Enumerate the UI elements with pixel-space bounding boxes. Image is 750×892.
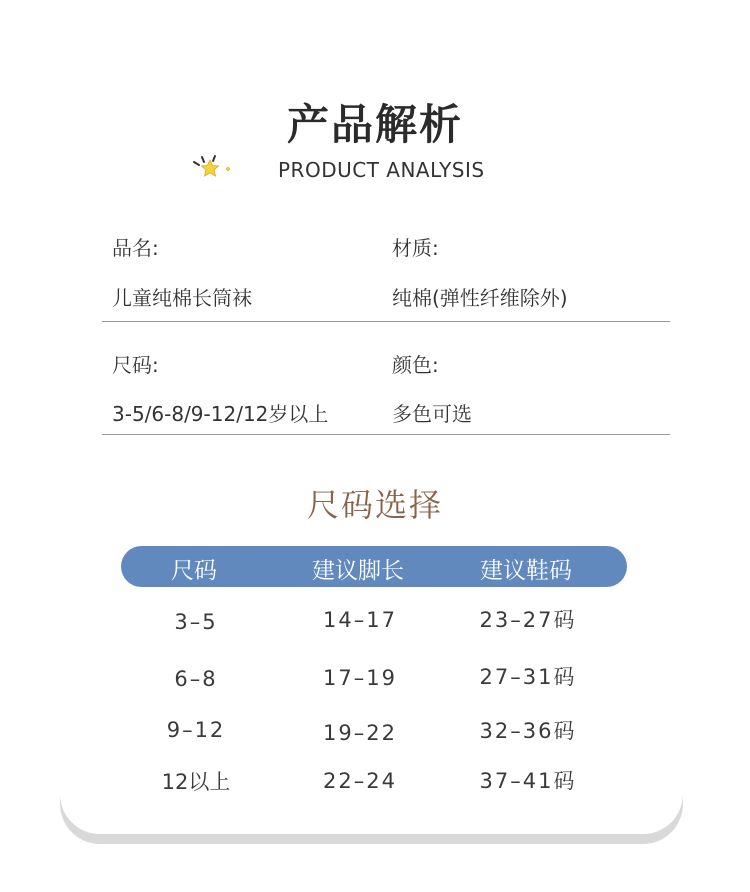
sparkle-star-icon xyxy=(190,154,236,180)
header-size: 尺码 xyxy=(171,558,217,584)
cell-size: 12以上 xyxy=(161,770,231,794)
cell-shoe-size: 37–41码 xyxy=(479,769,577,793)
cell-size: 6–8 xyxy=(174,667,218,691)
cell-shoe-size: 27–31码 xyxy=(479,665,577,689)
name-value: 儿童纯棉长筒袜 xyxy=(112,286,252,310)
size-value: 3-5/6-8/9-12/12岁以上 xyxy=(112,402,329,426)
cell-shoe-size: 23–27码 xyxy=(479,608,577,632)
size-chart-title: 尺码选择 xyxy=(306,486,443,524)
cell-size: 9–12 xyxy=(166,718,226,742)
cell-foot-length: 19–22 xyxy=(323,721,397,745)
cell-foot-length: 22–24 xyxy=(323,769,397,793)
cell-shoe-size: 32–36码 xyxy=(479,719,577,743)
size-table-header xyxy=(121,546,627,587)
cell-foot-length: 17–19 xyxy=(323,666,397,690)
divider xyxy=(102,434,670,435)
material-value: 纯棉(弹性纤维除外) xyxy=(392,286,568,310)
cell-size: 3–5 xyxy=(174,610,218,634)
color-label: 颜色: xyxy=(392,353,439,377)
color-value: 多色可选 xyxy=(392,402,472,426)
material-label: 材质: xyxy=(392,236,439,260)
page-title: 产品解析 xyxy=(286,100,463,149)
name-label: 品名: xyxy=(112,236,159,260)
header-shoe-size: 建议鞋码 xyxy=(480,558,572,584)
size-label: 尺码: xyxy=(112,353,159,377)
cell-foot-length: 14–17 xyxy=(323,608,397,632)
divider xyxy=(102,321,670,322)
page-subtitle: PRODUCT ANALYSIS xyxy=(278,158,485,182)
header-foot-length: 建议脚长 xyxy=(312,558,404,584)
